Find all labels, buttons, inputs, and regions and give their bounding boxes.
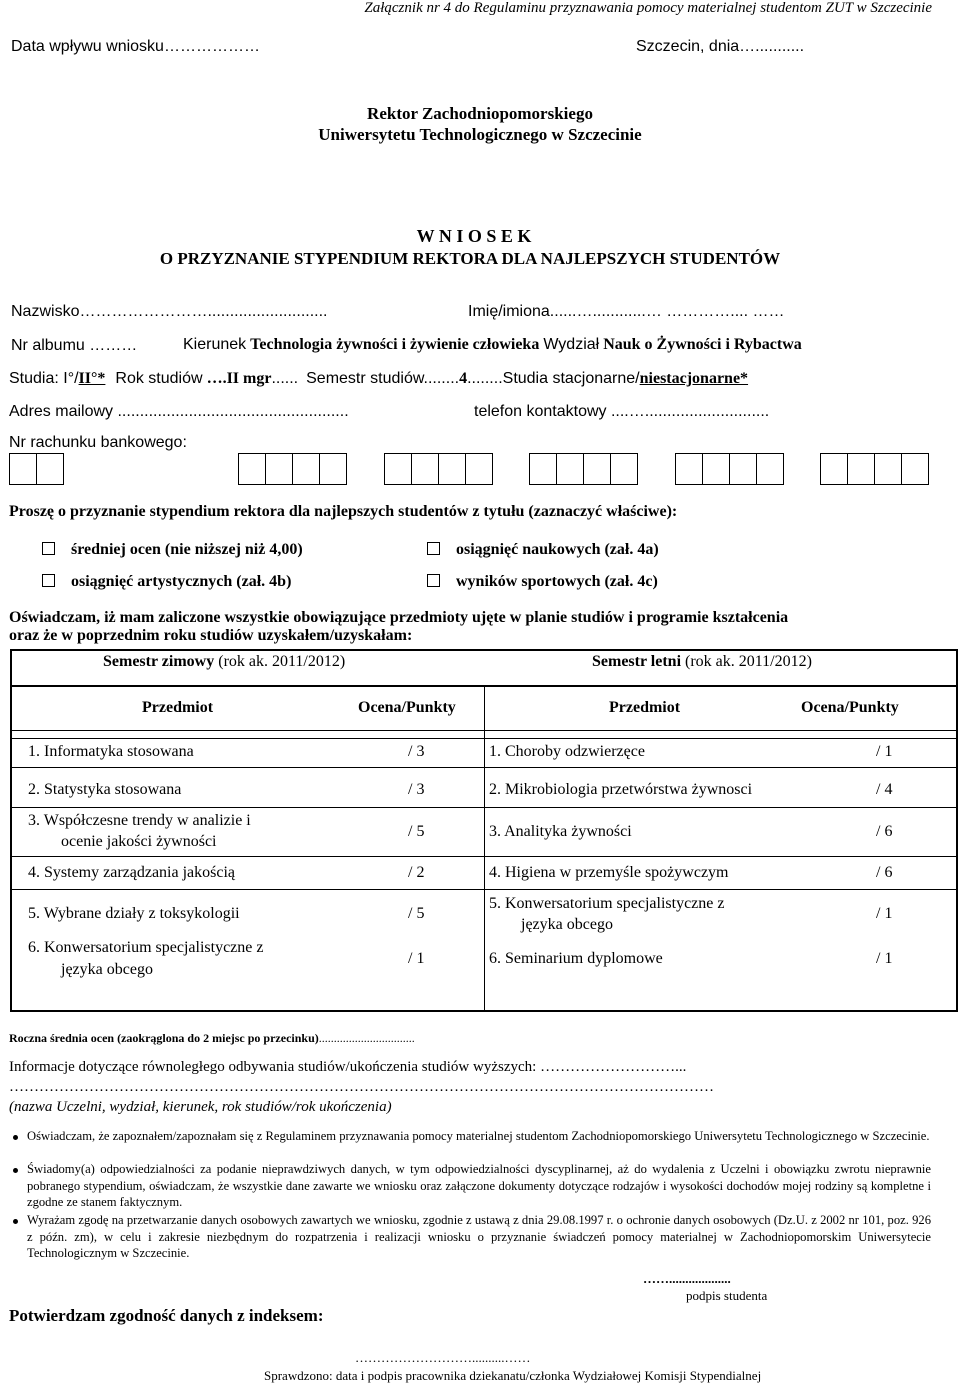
account-digit-box[interactable]: [529, 453, 557, 485]
account-digit-box[interactable]: [847, 453, 875, 485]
account-digit-box[interactable]: [675, 453, 703, 485]
account-box-group[interactable]: [238, 453, 347, 487]
account-digit-box[interactable]: [36, 453, 64, 485]
col-subject-winter: Przedmiot: [142, 699, 214, 716]
table-row-cont: ocenie jakości żywności: [61, 833, 217, 850]
confirm-dots[interactable]: ………………………..........……: [355, 1350, 531, 1365]
statement-regulations: Oświadczam, że zapoznałem/zapoznałam się z Regulaminem przyznawania pomocy materialnej studentom Zachodniopomorskiego Uniwersytetu Technologicznego w Szczecinie.: [27, 1129, 930, 1143]
summer-semester-heading: Semestr letni (rok ak. 2011/2012): [592, 653, 812, 670]
request-text: Proszę o przyznanie stypendium rektora dla najlepszych studentów z tytułu (zaznaczyć właściwe):: [9, 503, 678, 520]
account-digit-box[interactable]: [238, 453, 266, 485]
table-row: 2. Mikrobiologia przetwórstwa żywnosci: [489, 781, 753, 798]
parallel-studies-dots[interactable]: ……………………………………………………………………………………………………………………………: [9, 1079, 714, 1095]
grade-cell: / 1: [408, 950, 425, 967]
declaration-line-1: Oświadczam, iż mam zaliczone wszystkie obowiązujące przedmioty ujęte w planie studiów i programie kształcenia: [9, 609, 789, 626]
checkbox-science[interactable]: [427, 542, 440, 555]
option-science[interactable]: osiągnięć naukowych (zał. 4a): [427, 541, 659, 559]
average-field[interactable]: Roczna średnia ocen (zaokrąglona do 2 miejsc po przecinku)................................: [9, 1031, 415, 1045]
checkbox-sports[interactable]: [427, 574, 440, 587]
account-digit-box[interactable]: [465, 453, 493, 485]
form-subtitle: O PRZYZNANIE STYPENDIUM REKTORA DLA NAJLEPSZYCH STUDENTÓW: [159, 249, 781, 268]
declaration-line-2: oraz że w poprzednim roku studiów uzyskałem/uzyskałam:: [9, 627, 413, 644]
signature-label: podpis studenta: [686, 1288, 768, 1303]
account-digit-box[interactable]: [874, 453, 902, 485]
account-digit-box[interactable]: [292, 453, 320, 485]
table-row: 3. Analityka żywności: [489, 823, 632, 840]
grade-cell: / 1: [876, 950, 893, 967]
recipient-line-1: Rektor Zachodniopomorskiego: [367, 104, 593, 123]
study-mode-value: niestacjonarne*: [639, 370, 749, 387]
account-digit-box[interactable]: [384, 453, 412, 485]
bullet-icon: [13, 1219, 18, 1224]
album-field[interactable]: Nr albumu ………: [11, 337, 138, 354]
grade-cell: / 5: [408, 905, 425, 922]
grade-cell: / 1: [876, 743, 893, 760]
option-sports[interactable]: wyników sportowych (zał. 4c): [427, 573, 658, 591]
account-box-group[interactable]: [820, 453, 929, 487]
grade-cell: / 6: [876, 864, 893, 881]
account-box-group[interactable]: [9, 453, 64, 487]
account-digit-box[interactable]: [729, 453, 757, 485]
grade-cell: / 3: [408, 743, 425, 760]
year-value: ….II mgr: [206, 370, 272, 387]
table-row-cont: języka obcego: [521, 916, 613, 933]
table-row: 6. Konwersatorium specjalistyczne z: [28, 939, 264, 956]
account-digit-box[interactable]: [756, 453, 784, 485]
account-digit-box[interactable]: [901, 453, 929, 485]
grade-cell: / 6: [876, 823, 893, 840]
grade-cell: / 2: [408, 864, 425, 881]
bullet-icon: [13, 1168, 18, 1173]
form-title: W N I O S E K: [416, 226, 532, 246]
account-digit-box[interactable]: [702, 453, 730, 485]
checkbox-arts[interactable]: [42, 574, 55, 587]
winter-semester-heading: Semestr zimowy (rok ak. 2011/2012): [103, 653, 346, 670]
recipient-line-2: Uniwersytetu Technologicznego w Szczecinie: [318, 125, 642, 144]
faculty-value: Nauk o Żywności i Rybactwa: [603, 336, 802, 353]
table-row: 2. Statystyka stosowana: [28, 781, 182, 798]
table-row: 1. Choroby odzwierzęce: [489, 743, 645, 760]
field-of-study-value: Technologia żywności i żywienie człowieka: [250, 336, 540, 353]
option-average[interactable]: średniej ocen (nie niższej niż 4,00): [42, 541, 303, 559]
table-row-cont: języka obcego: [61, 961, 153, 978]
table-row: 4. Higiena w przemyśle spożywczym: [489, 864, 729, 881]
statement-data-consent: Wyrażam zgodę na przetwarzanie danych osobowych zawartych we wniosku, zgodnie z ustawą z dnia 29.08.1997 r. o ochronie danych osobowych (Dz.U. z 2002 nr 101, poz. 926 z późn. zm), w celu i zakresie niezbędnym do rozpatrzenia i realizacji wniosku o przyznanie świadczeń pomocy materialnej w Zachodniopomorskim Uniwersytecie Technologicznym w Szczecinie.: [27, 1213, 931, 1260]
grade-cell: / 1: [876, 905, 893, 922]
names-field[interactable]: Imię/imiona......…............… ………….... ……: [468, 303, 785, 320]
field-of-study: Kierunek Technologia żywności i żywienie człowieka Wydział Nauk o Żywności i Rybactwa: [183, 336, 802, 353]
account-digit-box[interactable]: [411, 453, 439, 485]
col-grade-summer: Ocena/Punkty: [801, 699, 899, 716]
semester-value: 4: [459, 370, 468, 387]
checked-by-label: Sprawdzono: data i podpis pracownika dziekanatu/członka Wydziałowej Komisji Stypendialnej: [264, 1368, 762, 1383]
email-field[interactable]: Adres mailowy ....................................................: [9, 403, 349, 420]
table-row: 5. Konwersatorium specjalistyczne z: [489, 895, 725, 912]
account-box-group[interactable]: [529, 453, 638, 487]
grade-cell: / 3: [408, 781, 425, 798]
account-digit-box[interactable]: [583, 453, 611, 485]
table-row: 6. Seminarium dyplomowe: [489, 950, 663, 967]
confirm-label: Potwierdzam zgodność danych z indeksem:: [9, 1306, 324, 1325]
account-digit-box[interactable]: [610, 453, 638, 485]
signature-dots[interactable]: ……...................: [643, 1271, 731, 1286]
account-digit-box[interactable]: [438, 453, 466, 485]
table-row: 3. Współczesne trendy w analizie i: [28, 812, 251, 829]
col-grade-winter: Ocena/Punkty: [358, 699, 456, 716]
table-row: 5. Wybrane działy z toksykologii: [28, 905, 240, 922]
option-arts[interactable]: osiągnięć artystycznych (zał. 4b): [42, 573, 291, 591]
checkbox-average[interactable]: [42, 542, 55, 555]
grade-cell: / 4: [876, 781, 893, 798]
grade-cell: / 5: [408, 823, 425, 840]
study-info-row: Studia: I°/II°* Rok studiów ….II mgr...... Semestr studiów........4........Studia stacjonarne/niestacjonarne*: [9, 370, 749, 387]
account-digit-box[interactable]: [820, 453, 848, 485]
parallel-studies-label[interactable]: Informacje dotyczące równoległego odbywania studiów/ukończenia studiów wyższych: ………………………...: [9, 1059, 687, 1075]
received-date-field[interactable]: Data wpływu wniosku………………: [11, 38, 260, 55]
attachment-note: Załącznik nr 4 do Regulaminu przyznawania pomocy materialnej studentom ZUT w Szczecinie: [364, 0, 932, 16]
account-digit-box[interactable]: [319, 453, 347, 485]
table-row: 1. Informatyka stosowana: [28, 743, 194, 760]
col-subject-summer: Przedmiot: [609, 699, 681, 716]
study-level-value: II°*: [78, 370, 106, 387]
bullet-icon: [13, 1135, 18, 1140]
parallel-studies-hint: (nazwa Uczelni, wydział, kierunek, rok studiów/rok ukończenia): [9, 1099, 392, 1115]
table-row: 4. Systemy zarządzania jakością: [28, 864, 236, 881]
account-box-group[interactable]: [675, 453, 784, 487]
account-digit-box[interactable]: [556, 453, 584, 485]
place-date-field[interactable]: Szczecin, dnia…...........: [636, 38, 805, 55]
surname-field[interactable]: Nazwisko……………………...........................: [11, 303, 328, 320]
account-box-group[interactable]: [384, 453, 493, 487]
account-digit-box[interactable]: [265, 453, 293, 485]
phone-field[interactable]: telefon kontaktowy ....…............................: [474, 403, 770, 420]
bank-account-label: Nr rachunku bankowego:: [9, 434, 187, 451]
account-digit-box[interactable]: [9, 453, 37, 485]
statement-responsibility: Świadomy(a) odpowiedzialności za podanie nieprawdziwych danych, w tym odpowiedzialności dyscyplinarnej, aż do wydalenia z Uczelni i obowiązku zwrotu nieprawnie pobranego stypendium, oświadczam, że wszystkie dane zawarte we wniosku oraz załączone dokumenty dotyczące rodzajów i wysokości dochodów mojej rodziny są kompletne i zgodne ze stanem faktycznym.: [27, 1162, 931, 1209]
